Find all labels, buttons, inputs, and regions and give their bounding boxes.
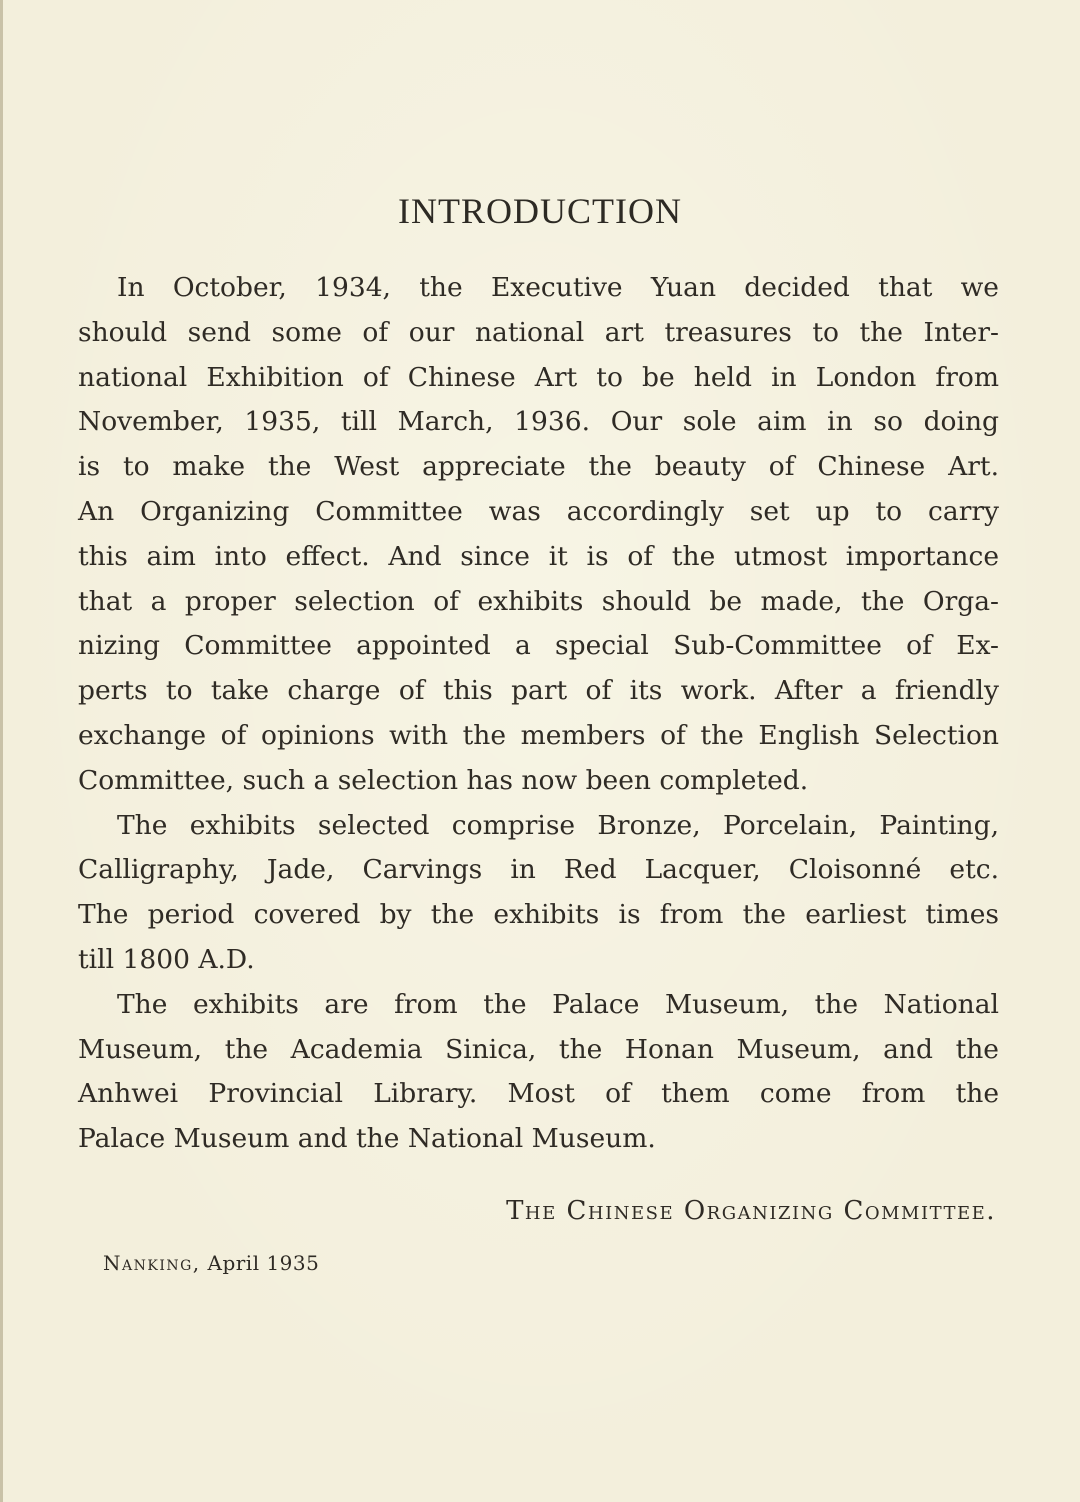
text-line: Calligraphy, Jade, Carvings in Red Lacquer, Cloisonné etc.: [78, 854, 999, 886]
text-line: Committee, such a selection has now been completed.: [78, 764, 809, 796]
text-line: November, 1935, till March, 1936. Our sole aim in so doing: [78, 406, 999, 438]
text-line: is to make the West appreciate the beauty of Chinese Art.: [78, 451, 999, 483]
text-line: nizing Committee appointed a special Sub-Committee of Ex-: [78, 630, 999, 662]
text-line: till 1800 A.D.: [78, 943, 255, 975]
text-line: The exhibits selected comprise Bronze, Porcelain, Painting,: [117, 809, 999, 841]
paragraph-2: [78, 804, 999, 983]
text-line: national Exhibition of Chinese Art to be held in London from: [78, 361, 999, 393]
text-line: Museum, the Academia Sinica, the Honan Museum, and the: [78, 1033, 999, 1065]
text-line: In October, 1934, the Executive Yuan decided that we: [117, 272, 999, 303]
page-title: INTRODUCTION: [398, 191, 682, 231]
date: April 1935: [207, 1251, 320, 1275]
signature: The Chinese Organizing Committee.: [506, 1196, 996, 1226]
paragraph-3: [78, 983, 999, 1162]
text-line: Palace Museum and the National Museum.: [78, 1123, 656, 1155]
text-line: The exhibits are from the Palace Museum, the National: [117, 988, 999, 1020]
introduction-body: [78, 266, 999, 1162]
text-line: An Organizing Committee was accordingly set up to carry: [78, 495, 999, 527]
text-line: Anhwei Provincial Library. Most of them come from the: [78, 1078, 999, 1110]
paragraph-1: [78, 266, 999, 804]
text-line: exchange of opinions with the members of the English Selection: [78, 719, 999, 751]
place-date: [103, 1251, 319, 1275]
text-line: this aim into effect. And since it is of the utmost importance: [78, 540, 999, 572]
place-name: Nanking,: [103, 1251, 201, 1275]
text-line: should send some of our national art treasures to the Inter-: [78, 316, 999, 348]
text-line: The period covered by the exhibits is from the earliest times: [78, 899, 999, 931]
text-line: that a proper selection of exhibits should be made, the Orga-: [78, 585, 999, 617]
text-line: perts to take charge of this part of its work. After a friendly: [78, 675, 999, 707]
